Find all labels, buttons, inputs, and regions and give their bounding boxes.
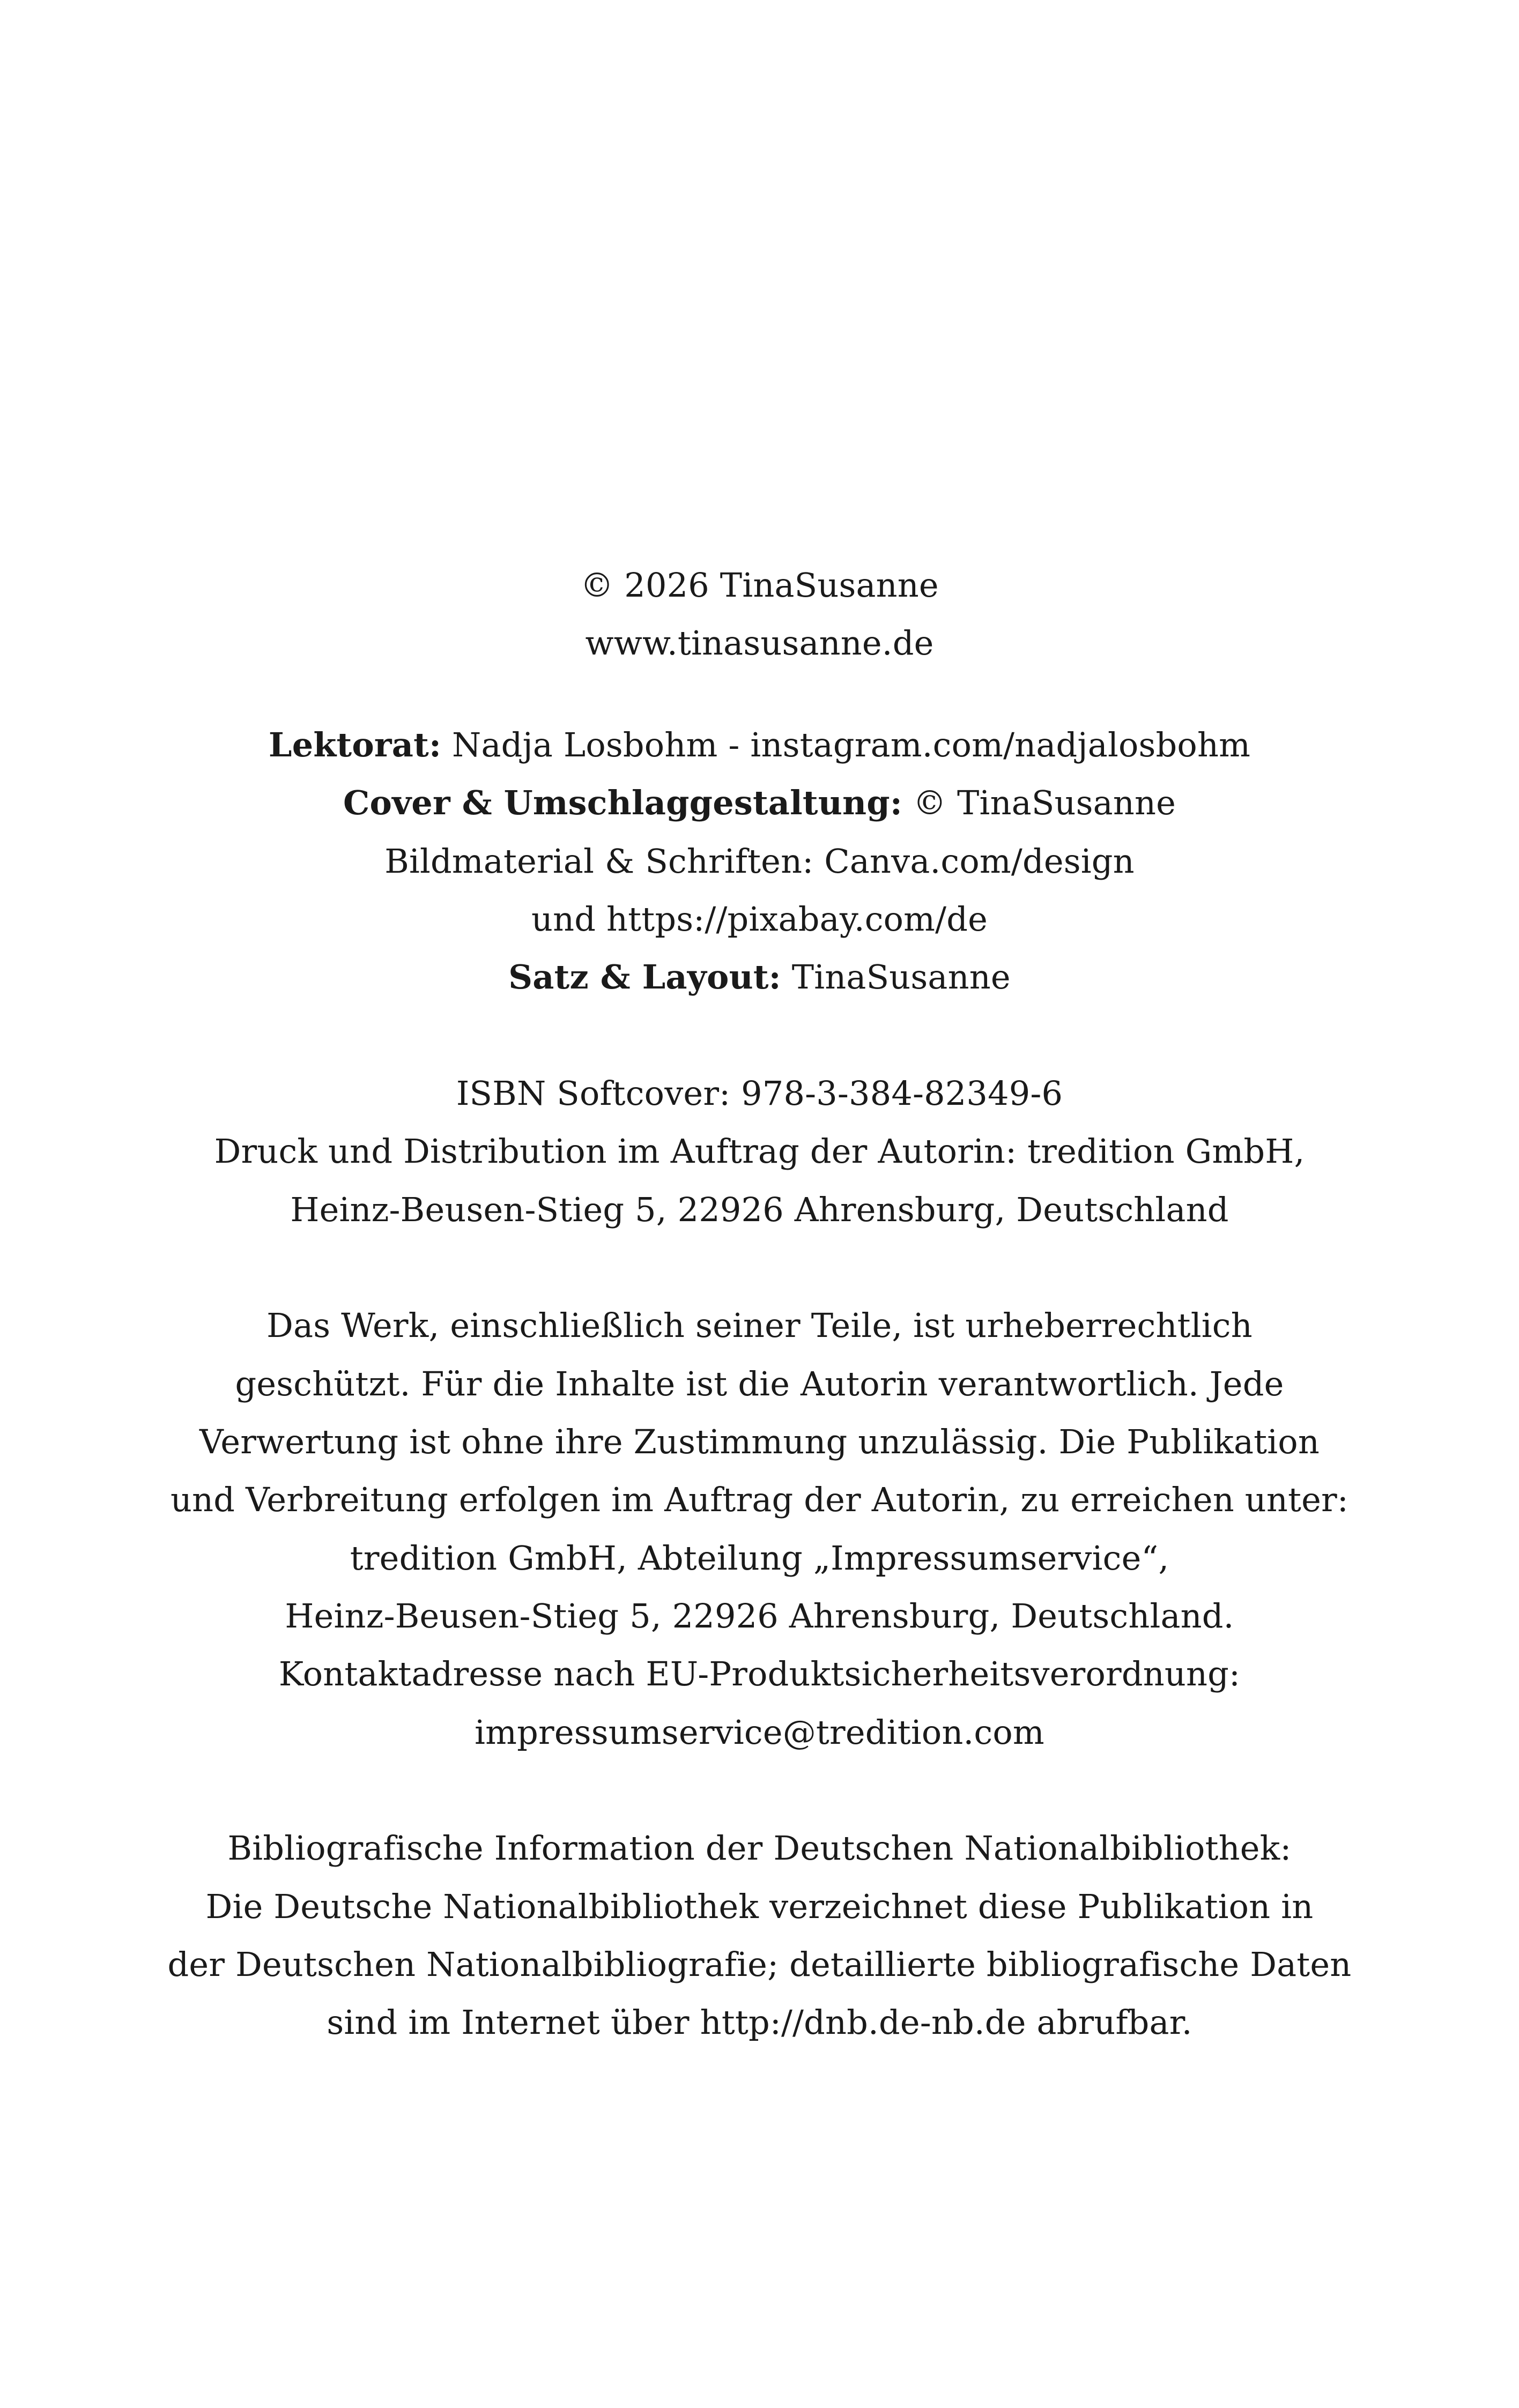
address-line: Heinz-Beusen-Stieg 5, 22926 Ahrensburg, Deutschland	[290, 1190, 1229, 1229]
legal-line-2: geschützt. Für die Inhalte ist die Autorin verantwortlich. Jede	[235, 1364, 1284, 1403]
isbn-line: ISBN Softcover: 978-3-384-82349-6	[456, 1074, 1063, 1113]
satz-value: TinaSusanne	[791, 957, 1011, 997]
cover-label: Cover & Umschlaggestaltung:	[343, 783, 902, 822]
legal-line-4: und Verbreitung erfolgen im Auftrag der Autorin, zu erreichen unter:	[171, 1480, 1348, 1519]
legal-line-6: Heinz-Beusen-Stieg 5, 22926 Ahrensburg, Deutschland.	[285, 1596, 1234, 1636]
legal-line-7: Kontaktadresse nach EU-Produktsicherheitsverordnung:	[278, 1654, 1241, 1693]
bildmaterial-line: Bildmaterial & Schriften: Canva.com/design	[384, 842, 1135, 881]
bibliographic-line-4: sind im Internet über http://dnb.de-nb.de abrufbar.	[327, 2003, 1192, 2042]
lektorat-label: Lektorat:	[268, 725, 442, 764]
cover-value: © TinaSusanne	[913, 783, 1176, 822]
druck-line: Druck und Distribution im Auftrag der Autorin: tredition GmbH,	[214, 1132, 1305, 1171]
lektorat-line	[0, 718, 1519, 772]
website-line: www.tinasusanne.de	[585, 623, 934, 663]
legal-line-3: Verwertung ist ohne ihre Zustimmung unzulässig. Die Publikation	[199, 1422, 1320, 1461]
legal-line-8: impressumservice@tredition.com	[475, 1713, 1044, 1752]
bibliographic-line-1: Bibliografische Information der Deutschen Nationalbibliothek:	[227, 1829, 1292, 1868]
legal-line-5: tredition GmbH, Abteilung „Impressumservice“,	[350, 1539, 1169, 1578]
satz-label: Satz & Layout:	[508, 957, 781, 997]
copyright-line: © 2026 TinaSusanne	[580, 566, 939, 605]
bibliographic-line-2: Die Deutsche Nationalbibliothek verzeichnet diese Publikation in	[205, 1887, 1314, 1926]
lektorat-value: Nadja Losbohm - instagram.com/nadjalosbohm	[452, 725, 1251, 764]
pixabay-line: und https://pixabay.com/de	[531, 900, 988, 939]
cover-line	[0, 776, 1519, 830]
satz-line	[0, 950, 1519, 1004]
legal-line-1: Das Werk, einschließlich seiner Teile, ist urheberrechtlich	[266, 1306, 1253, 1345]
bibliographic-line-3: der Deutschen Nationalbibliografie; detaillierte bibliografische Daten	[167, 1945, 1352, 1984]
